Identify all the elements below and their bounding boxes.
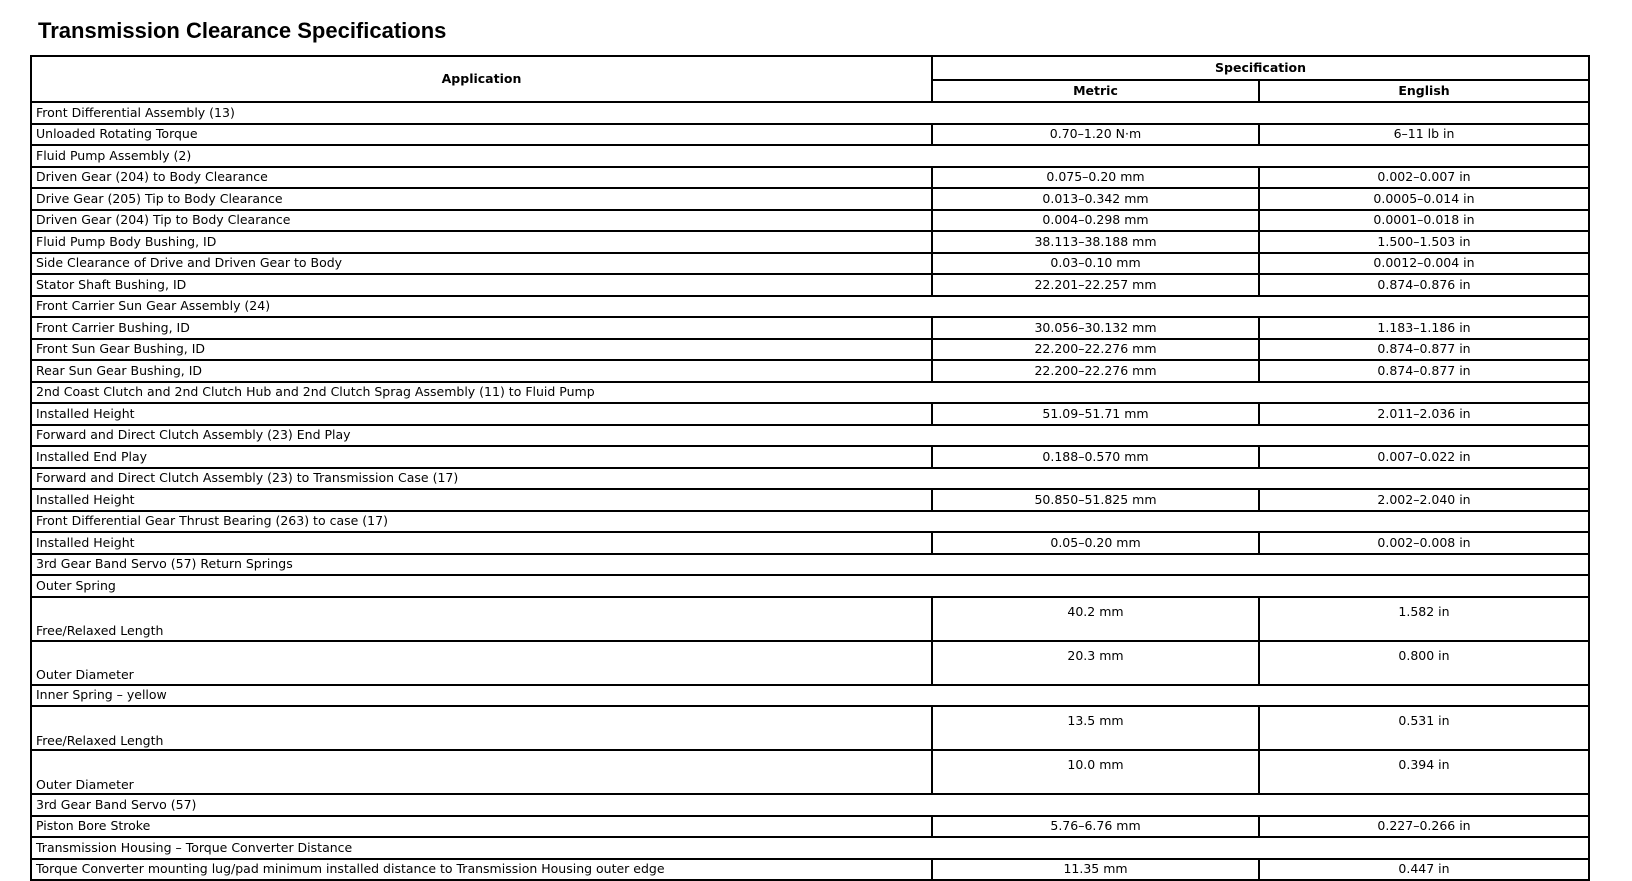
metric-cell: 11.35 mm (932, 859, 1259, 881)
application-column-header: Application (31, 56, 932, 102)
group-label: Outer Spring (31, 575, 1589, 597)
english-cell: 0.394 in (1259, 750, 1589, 794)
english-cell: 0.874–0.876 in (1259, 274, 1589, 296)
group-label: Forward and Direct Clutch Assembly (23) End Play (31, 425, 1589, 447)
english-cell: 2.002–2.040 in (1259, 489, 1589, 511)
group-row (31, 296, 1589, 318)
application-cell: Front Sun Gear Bushing, ID (31, 339, 932, 361)
metric-cell: 22.200–22.276 mm (932, 339, 1259, 361)
english-cell: 1.582 in (1259, 597, 1589, 641)
group-label: 3rd Gear Band Servo (57) (31, 794, 1589, 816)
application-cell: Outer Diameter (31, 641, 932, 685)
group-row (31, 794, 1589, 816)
english-cell: 0.874–0.877 in (1259, 360, 1589, 382)
application-cell: Side Clearance of Drive and Driven Gear to Body (31, 253, 932, 275)
metric-column-header: Metric (932, 80, 1259, 102)
group-row (31, 102, 1589, 124)
group-row (31, 575, 1589, 597)
metric-cell: 0.188–0.570 mm (932, 446, 1259, 468)
metric-cell: 0.05–0.20 mm (932, 532, 1259, 554)
application-cell: Installed End Play (31, 446, 932, 468)
metric-cell: 22.200–22.276 mm (932, 360, 1259, 382)
group-label: Transmission Housing – Torque Converter Distance (31, 837, 1589, 859)
table-row (31, 859, 1589, 881)
group-row (31, 837, 1589, 859)
metric-cell: 0.03–0.10 mm (932, 253, 1259, 275)
english-cell: 0.0005–0.014 in (1259, 188, 1589, 210)
english-cell: 0.447 in (1259, 859, 1589, 881)
english-cell: 0.874–0.877 in (1259, 339, 1589, 361)
english-cell: 0.531 in (1259, 706, 1589, 750)
english-cell: 1.183–1.186 in (1259, 317, 1589, 339)
english-cell: 1.500–1.503 in (1259, 231, 1589, 253)
metric-cell: 0.70–1.20 N·m (932, 124, 1259, 146)
english-cell: 2.011–2.036 in (1259, 403, 1589, 425)
application-cell: Installed Height (31, 403, 932, 425)
application-cell: Fluid Pump Body Bushing, ID (31, 231, 932, 253)
table-row (31, 188, 1589, 210)
application-cell: Unloaded Rotating Torque (31, 124, 932, 146)
application-cell: Free/Relaxed Length (31, 706, 932, 750)
english-cell: 0.002–0.007 in (1259, 167, 1589, 189)
table-row (31, 274, 1589, 296)
group-row (31, 382, 1589, 404)
specifications-table (30, 55, 1590, 881)
group-row (31, 425, 1589, 447)
application-cell: Outer Diameter (31, 750, 932, 794)
english-cell: 0.0012–0.004 in (1259, 253, 1589, 275)
page-title: Transmission Clearance Specifications (38, 18, 447, 43)
group-label: Fluid Pump Assembly (2) (31, 145, 1589, 167)
metric-cell: 0.004–0.298 mm (932, 210, 1259, 232)
metric-cell: 40.2 mm (932, 597, 1259, 641)
application-cell: Torque Converter mounting lug/pad minimum installed distance to Transmission Housing outer edge (31, 859, 932, 881)
table-row (31, 167, 1589, 189)
metric-cell: 22.201–22.257 mm (932, 274, 1259, 296)
english-cell: 0.227–0.266 in (1259, 816, 1589, 838)
application-cell: Front Carrier Bushing, ID (31, 317, 932, 339)
metric-cell: 10.0 mm (932, 750, 1259, 794)
table-row (31, 360, 1589, 382)
english-cell: 0.002–0.008 in (1259, 532, 1589, 554)
english-cell: 6–11 lb in (1259, 124, 1589, 146)
metric-cell: 20.3 mm (932, 641, 1259, 685)
table-row (31, 403, 1589, 425)
english-cell: 0.0001–0.018 in (1259, 210, 1589, 232)
application-cell: Installed Height (31, 489, 932, 511)
table-row (31, 124, 1589, 146)
application-cell: Free/Relaxed Length (31, 597, 932, 641)
group-label: Inner Spring – yellow (31, 685, 1589, 707)
group-row (31, 685, 1589, 707)
application-cell: Installed Height (31, 532, 932, 554)
table-row (31, 253, 1589, 275)
metric-cell: 30.056–30.132 mm (932, 317, 1259, 339)
table-body (31, 102, 1589, 880)
application-cell: Rear Sun Gear Bushing, ID (31, 360, 932, 382)
application-cell: Driven Gear (204) Tip to Body Clearance (31, 210, 932, 232)
application-cell: Piston Bore Stroke (31, 816, 932, 838)
table-row (31, 532, 1589, 554)
table-row (31, 750, 1589, 794)
group-row (31, 468, 1589, 490)
metric-cell: 5.76–6.76 mm (932, 816, 1259, 838)
group-row (31, 145, 1589, 167)
metric-cell: 50.850–51.825 mm (932, 489, 1259, 511)
metric-cell: 0.075–0.20 mm (932, 167, 1259, 189)
group-label: Front Differential Gear Thrust Bearing (263) to case (17) (31, 511, 1589, 533)
group-label: Front Carrier Sun Gear Assembly (24) (31, 296, 1589, 318)
table-row (31, 597, 1589, 641)
table-header (31, 56, 1589, 102)
specification-column-header: Specification (932, 56, 1589, 80)
english-cell: 0.800 in (1259, 641, 1589, 685)
application-cell: Driven Gear (204) to Body Clearance (31, 167, 932, 189)
group-label: 3rd Gear Band Servo (57) Return Springs (31, 554, 1589, 576)
application-cell: Stator Shaft Bushing, ID (31, 274, 932, 296)
group-row (31, 554, 1589, 576)
metric-cell: 13.5 mm (932, 706, 1259, 750)
metric-cell: 38.113–38.188 mm (932, 231, 1259, 253)
table-row (31, 489, 1589, 511)
table-row (31, 317, 1589, 339)
metric-cell: 0.013–0.342 mm (932, 188, 1259, 210)
english-cell: 0.007–0.022 in (1259, 446, 1589, 468)
group-label: Forward and Direct Clutch Assembly (23) to Transmission Case (17) (31, 468, 1589, 490)
group-label: Front Differential Assembly (13) (31, 102, 1589, 124)
table-row (31, 706, 1589, 750)
application-cell: Drive Gear (205) Tip to Body Clearance (31, 188, 932, 210)
table-row (31, 641, 1589, 685)
table-row (31, 339, 1589, 361)
group-label: 2nd Coast Clutch and 2nd Clutch Hub and 2nd Clutch Sprag Assembly (11) to Fluid Pump (31, 382, 1589, 404)
group-row (31, 511, 1589, 533)
table-row (31, 816, 1589, 838)
english-column-header: English (1259, 80, 1589, 102)
metric-cell: 51.09–51.71 mm (932, 403, 1259, 425)
table-row (31, 446, 1589, 468)
table-row (31, 231, 1589, 253)
table-row (31, 210, 1589, 232)
